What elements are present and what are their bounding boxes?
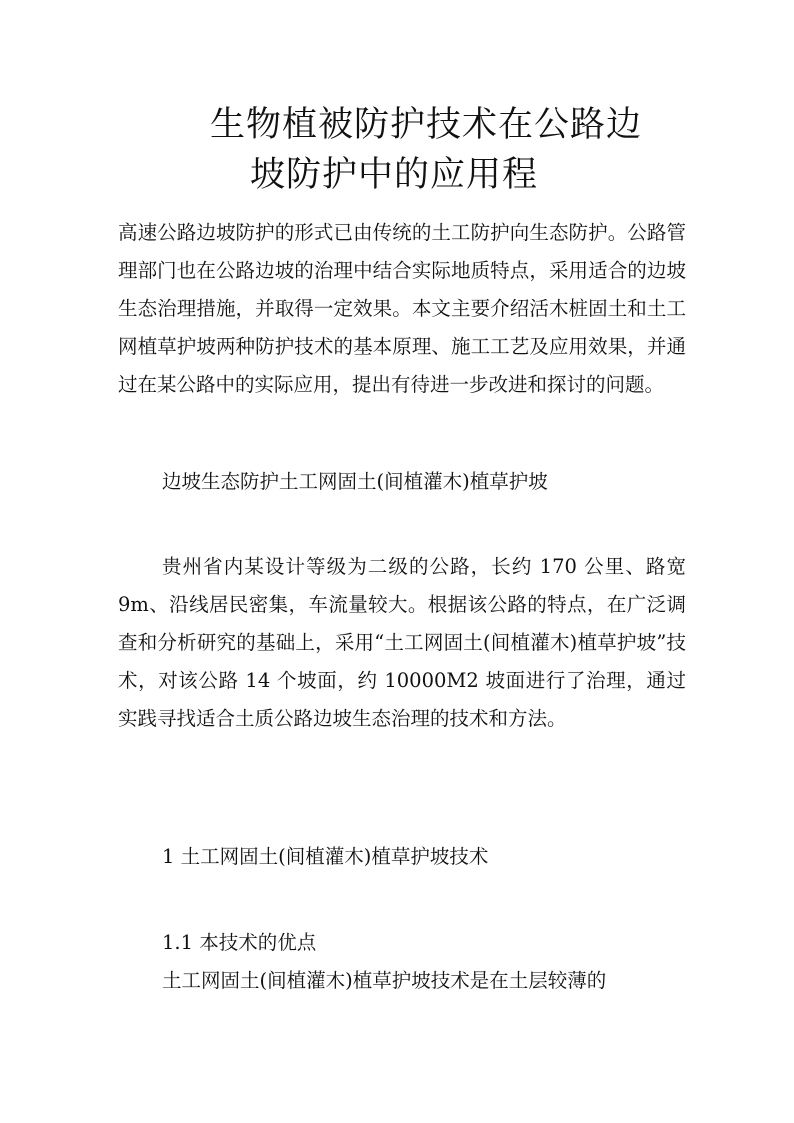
abstract-paragraph: 高速公路边坡防护的形式已由传统的土工防护向生态防护。公路管理部门也在公路边坡的治理中结合实际地质特点，采用适合的边坡生态治理措施，并取得一定效果。本文主要介绍活木桩固土和土工网植草护坡两种防护技术的基本原理、施工工艺及应用效果，并通过在某公路中的实际应用，提出有待进一步改进和探讨的问题。: [118, 221, 686, 396]
title-line-1: 生物植被防护技术在公路边: [210, 105, 643, 145]
intro-paragraph: 贵州省内某设计等级为二级的公路，长约 170 公里、路宽 9m、沿线居民密集，车流量较大。根据该公路的特点，在广泛调查和分析研究的基础上，采用“土工网固土(间植灌木)植草护坡”技术，对该公路 14 个坡面，约 10000M2 坡面进行了治理，通过实践寻找适合土质公路边坡生态治理的技术和方法。: [118, 555, 686, 730]
section-heading-1: 1 土工网固土(间植灌木)植草护坡技术: [162, 845, 489, 868]
section-heading-1-1: 1.1 本技术的优点: [162, 931, 317, 954]
title-line-2: 坡防护中的应用程: [250, 155, 539, 195]
subtitle-line: 边坡生态防护土工网固土(间植灌木)植草护坡: [162, 470, 548, 493]
body-last-line: 土工网固土(间植灌木)植草护坡技术是在土层较薄的: [162, 969, 607, 992]
